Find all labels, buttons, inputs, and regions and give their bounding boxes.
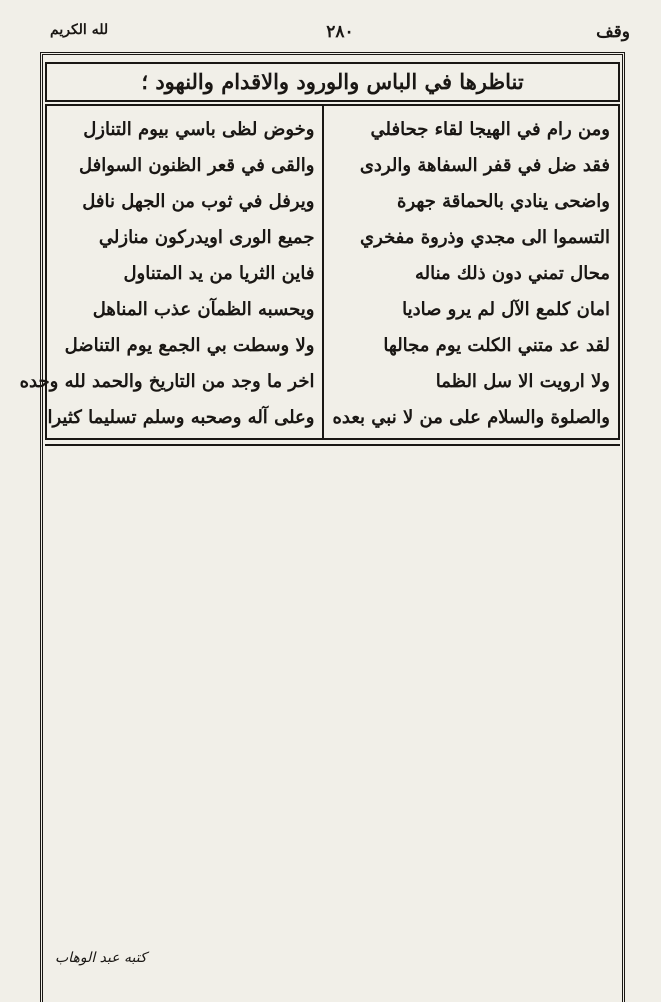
- verse-column-right: [322, 106, 618, 438]
- verse-left: ويحسبه الظمآن عذب المناهل: [92, 299, 315, 320]
- verse-right: ولا ارويت الا سل الظما: [435, 371, 610, 392]
- verse-left: والقى في قعر الظنون السوافل: [79, 155, 315, 176]
- verse-left: جميع الورى اويدركون منازلي: [98, 227, 315, 248]
- section-divider: [45, 444, 620, 446]
- verse-left: ولا وسطت بي الجمع يوم التناضل: [64, 335, 315, 356]
- verse-left: ويرفل في ثوب من الجهل نافل: [82, 191, 315, 212]
- verse-left: اخر ما وجد من التاريخ والحمد لله وحده: [19, 371, 315, 392]
- verse-column-left: [12, 106, 323, 438]
- verse-right: محال تمني دون ذلك مناله: [414, 263, 610, 284]
- verse-right: التسموا الى مجدي وذروة مفخري: [360, 227, 610, 248]
- poem-title: تناظرها في الباس والورود والاقدام والنهود ؛: [45, 62, 620, 102]
- verse-left: فاين الثريا من يد المتناول: [123, 263, 315, 284]
- header-waqf-mark: وقف: [596, 22, 630, 42]
- scribe-signature: كتبه عبد الوهاب: [55, 950, 147, 966]
- verse-right: امان كلمع الآل لم يرو صاديا: [402, 299, 610, 320]
- poem-table: [19, 104, 620, 440]
- verse-right: والصلوة والسلام على من لا نبي بعده: [332, 407, 610, 428]
- verse-right: واضحى ينادي بالحماقة جهرة: [397, 191, 610, 212]
- page-header: [50, 22, 630, 52]
- verse-right: لقد عد متني الكلت يوم مجالها: [383, 335, 610, 356]
- verse-right: ومن رام في الهيجا لقاء جحافلي: [370, 119, 610, 140]
- verse-left: وخوض لظى باسي بيوم التنازل: [83, 119, 315, 140]
- verse-left: وعلى آله وصحبه وسلم تسليما كثيرا: [47, 407, 315, 428]
- header-left-mark: لله الكريم: [50, 22, 109, 38]
- verse-right: فقد ضل في قفر السفاهة والردى: [359, 155, 610, 176]
- page-number: ٢٨٠: [326, 22, 354, 42]
